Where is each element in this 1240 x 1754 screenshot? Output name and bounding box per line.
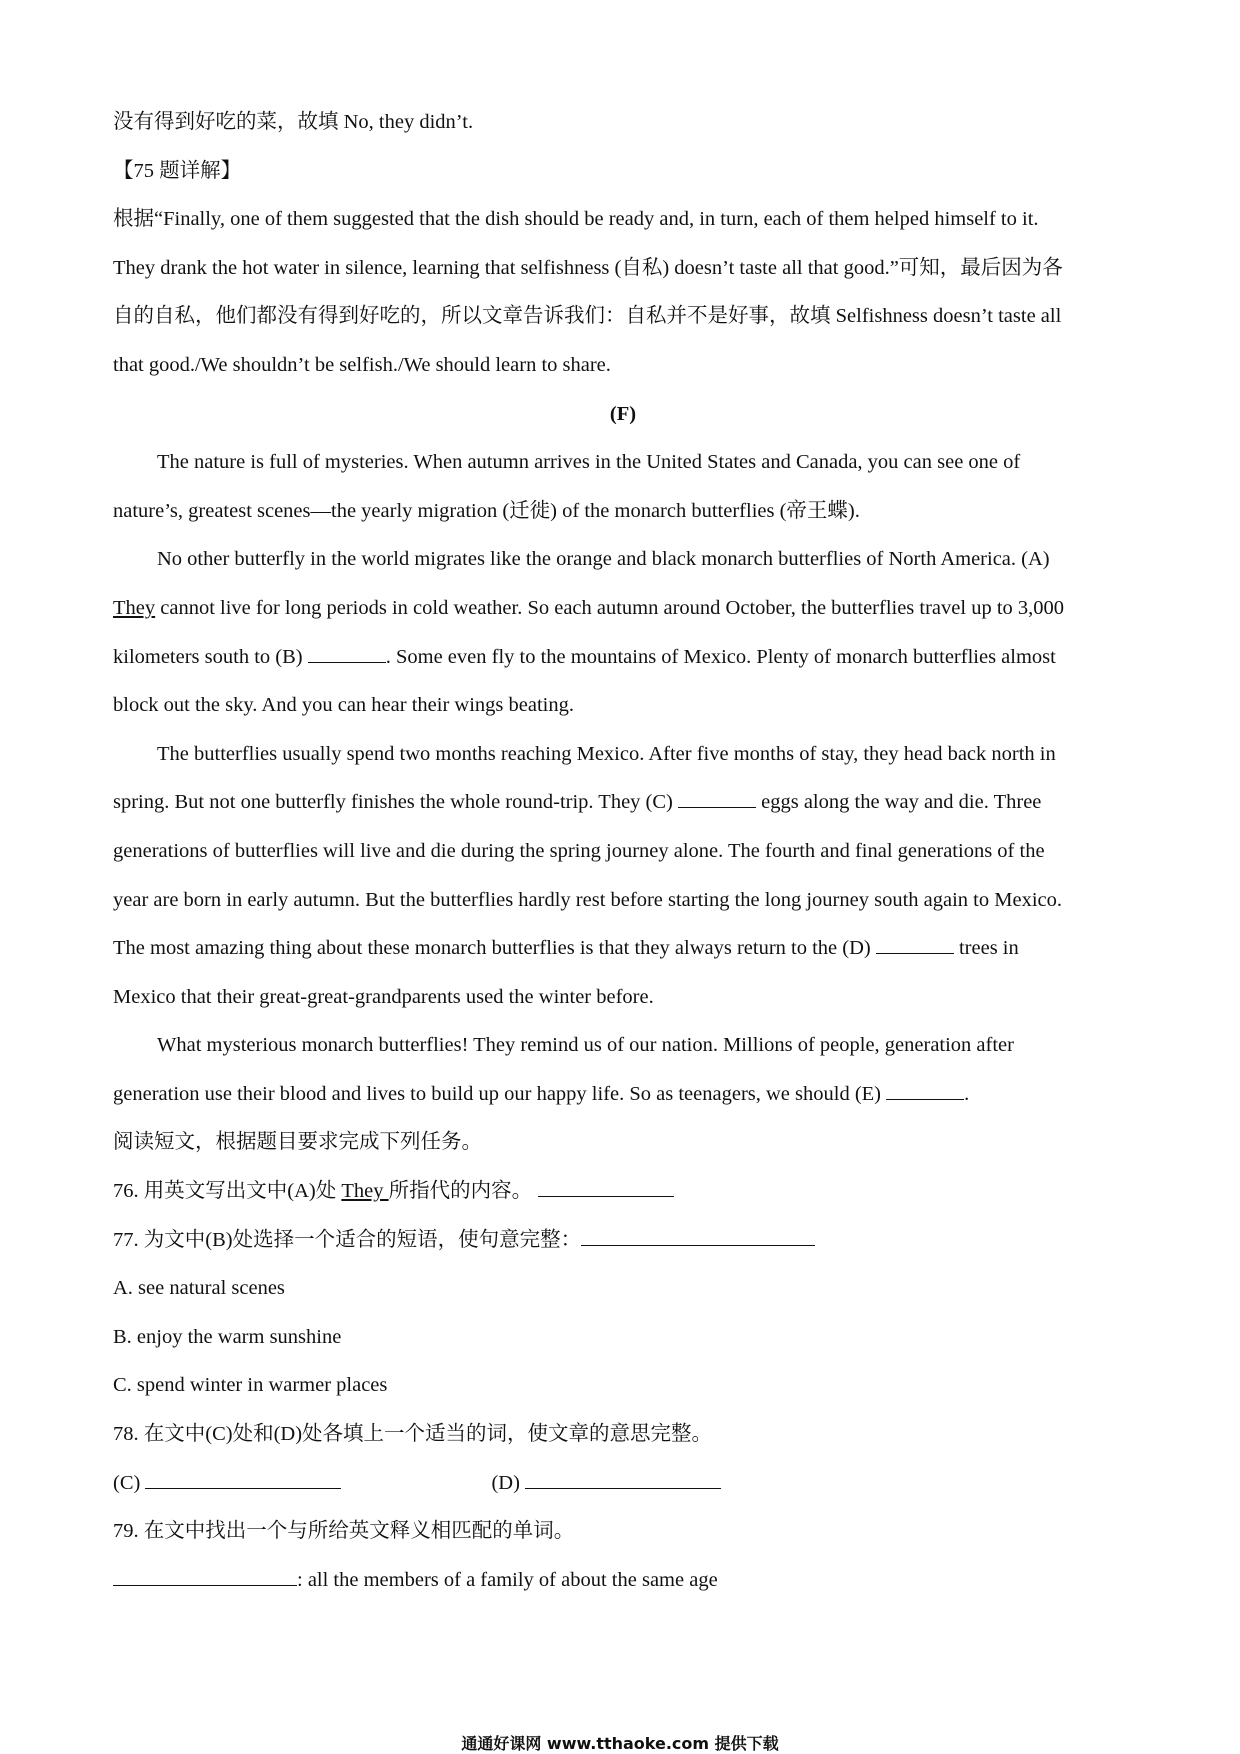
passage-line: [113, 633, 1133, 682]
question-77: [113, 1216, 1133, 1265]
passage-text: trees in: [953, 937, 1019, 960]
passage-line: [113, 1070, 1133, 1119]
label-d: (D): [491, 1471, 526, 1494]
passage-text: . Some even fly to the mountains of Mexico. Plenty of monarch butterflies almost: [385, 645, 1056, 668]
answer-blank-78c[interactable]: [145, 1466, 341, 1489]
answer-blank-77[interactable]: [581, 1223, 815, 1246]
page-footer: 通通好课网 www.tthaoke.com 提供下载: [461, 1734, 779, 1753]
instruction: 阅读短文，根据题目要求完成下列任务。: [113, 1131, 482, 1154]
option-b: B. enjoy the warm sunshine: [113, 1325, 342, 1348]
question-78-answers: [113, 1459, 1133, 1508]
text-line: They drank the hot water in silence, learning that selfishness (自私) doesn’t taste all that good.”可知，最后因为各: [113, 256, 1063, 279]
question-text: 76. 用英文写出文中(A)处: [113, 1180, 342, 1203]
passage-line: [113, 778, 1133, 827]
text-line: 自的自私，他们都没有得到好吃的，所以文章告诉我们：自私并不是好事，故填 Selfishness doesn’t taste all: [113, 305, 1062, 328]
passage-line: year are born in early autumn. But the butterflies hardly rest before starting the long journey south again to Mexico.: [113, 888, 1062, 911]
answer-blank-76[interactable]: [538, 1175, 674, 1198]
option-a: A. see natural scenes: [113, 1277, 285, 1300]
question-text: 77. 为文中(B)处选择一个适合的短语，使句意完整：: [113, 1228, 582, 1251]
passage-text: generation use their blood and lives to build up our happy life. So as teenagers, we should (E): [113, 1082, 887, 1105]
text-line: 根据“Finally, one of them suggested that the dish should be ready and, in turn, each of them helped himself to it.: [113, 208, 1039, 231]
passage-text: cannot live for long periods in cold weather. So each autumn around October, the butterflies travel up to 3,000: [155, 596, 1065, 619]
answer-heading: 【75 题详解】: [113, 159, 242, 182]
blank-e[interactable]: [886, 1077, 964, 1100]
section-title: (F): [609, 402, 637, 425]
passage-text: spring. But not one butterfly finishes the whole round-trip. They (C): [113, 791, 678, 814]
question-79-definition: [113, 1556, 1133, 1605]
passage-line: [113, 584, 1133, 633]
question-76: [113, 1167, 1133, 1216]
passage-line: generations of butterflies will live and die during the spring journey alone. The fourth and final generations of the: [113, 839, 1045, 862]
passage-line: [113, 924, 1133, 973]
blank-c[interactable]: [678, 786, 756, 809]
passage-line: block out the sky. And you can hear their wings beating.: [113, 694, 574, 717]
option-c: C. spend winter in warmer places: [113, 1374, 388, 1397]
definition-text: : all the members of a family of about the same age: [297, 1568, 718, 1591]
question-78: 78. 在文中(C)处和(D)处各填上一个适当的词，使文章的意思完整。: [113, 1423, 713, 1446]
text-line: 没有得到好吃的菜，故填 No, they didn’t.: [113, 111, 474, 133]
document-page: [113, 98, 1133, 1604]
blank-d[interactable]: [876, 932, 954, 955]
passage-line: nature’s, greatest scenes—the yearly migration (迁徙) of the monarch butterflies (帝王蝶).: [113, 499, 860, 522]
question-79: 79. 在文中找出一个与所给英文释义相匹配的单词。: [113, 1520, 575, 1543]
answer-blank-79[interactable]: [113, 1563, 297, 1586]
passage-text: The most amazing thing about these monarch butterflies is that they always return to the (D): [113, 937, 876, 960]
passage-line: What mysterious monarch butterflies! They remind us of our nation. Millions of people, generation after: [157, 1034, 1014, 1057]
underlined-they: They: [341, 1180, 389, 1203]
text-line: that good./We shouldn’t be selfish./We should learn to share.: [113, 353, 611, 376]
passage-text: kilometers south to (B): [113, 645, 308, 668]
passage-line: Mexico that their great-great-grandparents used the winter before.: [113, 985, 654, 1008]
blank-b[interactable]: [308, 640, 386, 663]
label-c: (C): [113, 1471, 146, 1494]
passage-text: eggs along the way and die. Three: [756, 791, 1042, 814]
underlined-they: They: [113, 596, 156, 619]
passage-line: No other butterfly in the world migrates like the orange and black monarch butterflies of North America. (A): [157, 548, 1050, 571]
question-text: 所指代的内容。: [388, 1180, 533, 1203]
passage-text: .: [964, 1082, 970, 1105]
passage-line: The butterflies usually spend two months reaching Mexico. After five months of stay, they head back north in: [157, 742, 1056, 765]
answer-blank-78d[interactable]: [525, 1466, 721, 1489]
passage-line: The nature is full of mysteries. When autumn arrives in the United States and Canada, you can see one of: [157, 451, 1021, 474]
